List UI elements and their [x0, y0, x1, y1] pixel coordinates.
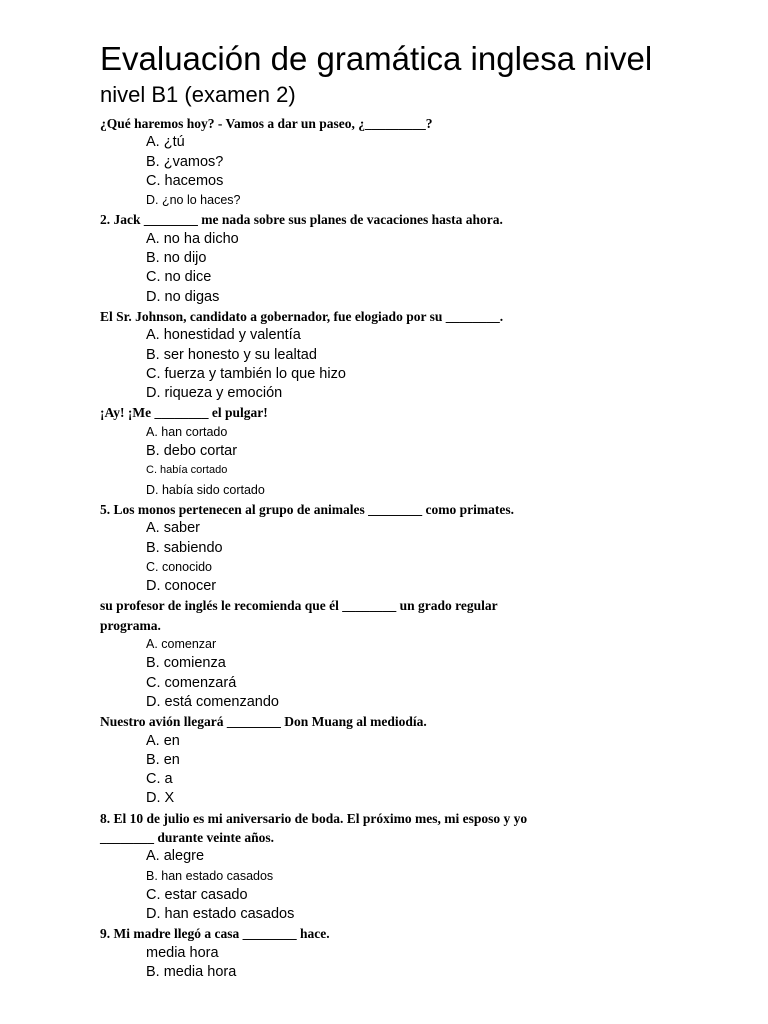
option-b: B. debo cortar — [146, 443, 238, 460]
option-d: D. conocer — [146, 578, 217, 595]
option-c: C. estar casado — [146, 886, 248, 903]
question-2 — [100, 210, 720, 306]
question-text: 5. Los monos pertenecen al grupo de animales ________ como primates. — [100, 501, 514, 517]
question-5 — [100, 500, 720, 596]
option-d: D. X — [146, 790, 175, 807]
option-b: B. sabiendo — [146, 539, 223, 556]
option-b: B. en — [146, 751, 180, 768]
option-c: C. conocido — [146, 559, 213, 574]
question-text: 2. Jack ________ me nada sobre sus planes de vacaciones hasta ahora. — [100, 212, 503, 228]
option-c: C. hacemos — [146, 172, 224, 189]
question-6 — [100, 596, 720, 712]
option-a: A. honestidad y valentía — [146, 327, 301, 344]
option-b: B. ¿vamos? — [146, 153, 224, 170]
question-text: El Sr. Johnson, candidato a gobernador, fue elogiado por su ________. — [100, 308, 504, 324]
option-a: A. alegre — [146, 848, 205, 865]
page-title: Evaluación de gramática inglesa nivel — [100, 40, 653, 77]
option-a: A. en — [146, 732, 180, 749]
question-text-line-2: ________ durante veinte años. — [100, 829, 275, 845]
question-3 — [100, 307, 720, 403]
option-d: D. ¿no lo haces? — [146, 193, 241, 208]
option-a: A. comenzar — [146, 637, 217, 652]
option-c: C. había cortado — [146, 464, 228, 477]
option-d: D. está comenzando — [146, 693, 279, 710]
question-8 — [100, 809, 720, 925]
option-d: D. han estado casados — [146, 906, 295, 923]
question-text: ¡Ay! ¡Me ________ el pulgar! — [100, 405, 268, 421]
question-text: ¿Qué haremos hoy? - Vamos a dar un paseo, ¿_________? — [100, 116, 433, 131]
option-b: B. media hora — [146, 964, 237, 981]
question-text-line-1: 8. El 10 de julio es mi aniversario de boda. El próximo mes, mi esposo y yo — [100, 810, 528, 826]
question-text-line-1: su profesor de inglés le recomienda que él ________ un grado regular — [100, 598, 498, 614]
question-7 — [100, 712, 720, 808]
option-a: A. saber — [146, 520, 200, 537]
option-d: D. había sido cortado — [146, 482, 265, 497]
option-c: C. a — [146, 771, 173, 788]
question-text-line-2: programa. — [100, 617, 161, 633]
question-1 — [100, 114, 720, 210]
question-text: 9. Mi madre llegó a casa ________ hace. — [100, 926, 330, 942]
option-a: A. ¿tú — [146, 134, 185, 151]
question-text: Nuestro avión llegará ________ Don Muang al mediodía. — [100, 714, 427, 730]
option-a: media hora — [146, 944, 219, 961]
option-d: D. riqueza y emoción — [146, 385, 283, 402]
option-b: B. comienza — [146, 655, 226, 672]
option-b: B. han estado casados — [146, 868, 274, 883]
question-9 — [100, 924, 720, 982]
option-a: A. han cortado — [146, 424, 228, 439]
option-b: B. ser honesto y su lealtad — [146, 346, 317, 363]
document-page — [100, 38, 720, 982]
option-c: C. no dice — [146, 269, 212, 286]
option-c: C. fuerza y también lo que hizo — [146, 365, 346, 382]
option-c: C. comenzará — [146, 674, 237, 691]
option-d: D. no digas — [146, 288, 220, 305]
question-4 — [100, 403, 720, 499]
page-subtitle: nivel B1 (examen 2) — [100, 82, 296, 107]
option-b: B. no dijo — [146, 250, 207, 267]
option-a: A. no ha dicho — [146, 230, 239, 247]
